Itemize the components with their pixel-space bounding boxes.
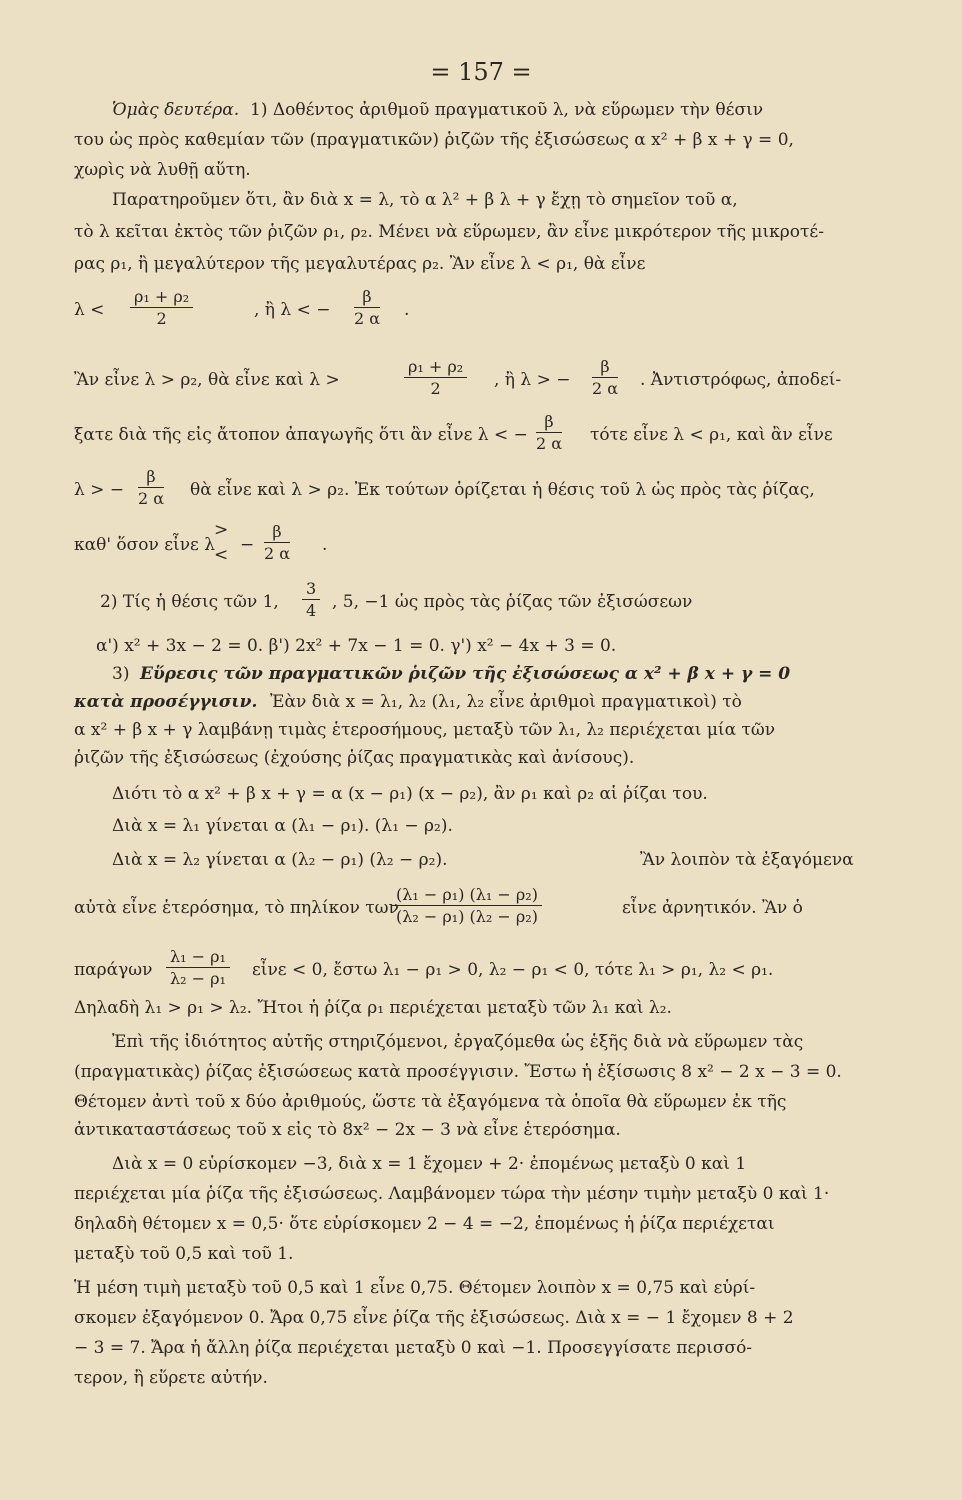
fraction-numerator: β: [138, 467, 164, 488]
text-line: Διότι τὸ α x² + β x + γ = α (x − ρ₁) (x − ρ₂), ἂν ρ₁ καὶ ρ₂ αἱ ῥίζαι του.: [112, 784, 708, 804]
fraction-denominator: 2: [156, 309, 167, 328]
fraction-denominator: 2 α: [354, 309, 381, 328]
equations-line: α') x² + 3x − 2 = 0. β') 2x² + 7x − 1 = 0. γ') x² − 4x + 3 = 0.: [96, 636, 617, 656]
text-line: α x² + β x + γ λαμβάνῃ τιμὰς ἑτεροσήμους, μεταξὺ τῶν λ₁, λ₂ περιέχεται μία τῶν: [74, 720, 776, 740]
fraction-denominator: λ₂ − ρ₁: [170, 969, 226, 988]
math-text: . Ἀντιστρόφως, ἀποδεί-: [640, 370, 842, 390]
section-heading: Εὕρεσις τῶν πραγματικῶν ῥιζῶν τῆς ἐξισώσεως α x² + β x + γ = 0: [140, 664, 791, 684]
less-than-sign: <: [214, 545, 229, 565]
text-line: ἀντικαταστάσεως τοῦ x εἰς τὸ 8x² − 2x − 3 νὰ εἶνε ἑτερόσημα.: [74, 1120, 621, 1140]
fraction-numerator: β: [264, 522, 290, 543]
fraction-denominator: 2 α: [536, 434, 563, 453]
text-line: Διὰ x = λ₂ γίνεται α (λ₂ − ρ₁) (λ₂ − ρ₂).: [112, 850, 448, 870]
math-text: , ἢ λ < −: [254, 300, 331, 320]
exercise-line: 2) Τίς ἡ θέσις τῶν 1,: [100, 592, 279, 612]
fraction-numerator: λ₁ − ρ₁: [166, 947, 230, 968]
text-line: δηλαδὴ θέτομεν x = 0,5· ὅτε εὑρίσκομεν 2 − 4 = −2, ἐπομένως ἡ ῥίζα περιέχεται: [74, 1214, 775, 1234]
math-text: τότε εἶνε λ < ρ₁, καὶ ἂν εἶνε: [590, 425, 833, 445]
fraction: [302, 579, 320, 620]
math-text: λ <: [74, 300, 105, 320]
fraction-denominator: 4: [306, 601, 317, 620]
text-line: Δηλαδὴ λ₁ > ρ₁ > λ₂. Ἤτοι ἡ ῥίζα ρ₁ περιέχεται μεταξὺ τῶν λ₁ καὶ λ₂.: [74, 998, 672, 1018]
text-line: ῥιζῶν τῆς ἐξισώσεως (ἐχούσης ῥίζας πραγματικὰς καὶ ἀνίσους).: [74, 748, 635, 768]
text-line: περιέχεται μία ῥίζα τῆς ἐξισώσεως. Λαμβάνομεν τώρα τὴν μέσην τιμὴν μεταξὺ 0 καὶ 1·: [74, 1184, 830, 1204]
math-text: καθ' ὅσον εἶνε λ: [74, 535, 216, 555]
fraction: [404, 357, 467, 398]
exercise-number: 3): [112, 664, 130, 684]
fraction: [264, 522, 290, 563]
fraction: [536, 412, 562, 453]
text-line: του ὡς πρὸς καθεμίαν τῶν (πραγματικῶν) ῥιζῶν τῆς ἐξισώσεως α x² + β x + γ = 0,: [74, 130, 794, 150]
fraction-denominator: (λ₂ − ρ₁) (λ₂ − ρ₂): [396, 907, 538, 926]
text-line: Ἂν λοιπὸν τὰ ἐξαγόμενα: [640, 850, 854, 870]
text-line: Διὰ x = 0 εὑρίσκομεν −3, διὰ x = 1 ἔχομεν + 2· ἐπομένως μεταξὺ 0 καὶ 1: [112, 1154, 747, 1174]
fraction-denominator: 2 α: [138, 489, 165, 508]
fraction-numerator: (λ₁ − ρ₁) (λ₁ − ρ₂): [392, 885, 542, 906]
section-heading: Ὁμὰς δευτέρα.: [112, 100, 240, 120]
fraction: [166, 947, 230, 988]
math-text: λ > −: [74, 480, 125, 500]
text-line: Ἐπὶ τῆς ἰδιότητος αὐτῆς στηριζόμενοι, ἐργαζόμεθα ὡς ἑξῆς διὰ νὰ εὕρωμεν τὰς: [112, 1032, 804, 1052]
fraction-numerator: ρ₁ + ρ₂: [404, 357, 467, 378]
text-line: ρας ρ₁, ἢ μεγαλύτερον τῆς μεγαλυτέρας ρ₂. Ἂν εἶνε λ < ρ₁, θὰ εἶνε: [74, 254, 646, 274]
text-line: τὸ λ κεῖται ἐκτὸς τῶν ῥιζῶν ρ₁, ρ₂. Μένει νὰ εὕρωμεν, ἂν εἶνε μικρότερον τῆς μικροτέ-: [74, 222, 824, 242]
fraction-denominator: 2 α: [592, 379, 619, 398]
text-line: Παρατηροῦμεν ὅτι, ἂν διὰ x = λ, τὸ α λ² + β λ + γ ἔχῃ τὸ σημεῖον τοῦ α,: [112, 190, 738, 210]
math-text: , ἢ λ > −: [494, 370, 571, 390]
fraction: [354, 287, 380, 328]
text-line: Ἡ μέση τιμὴ μεταξὺ τοῦ 0,5 καὶ 1 εἶνε 0,75. Θέτομεν λοιπὸν x = 0,75 καὶ εὑρί-: [74, 1278, 756, 1298]
math-text: ξατε διὰ τῆς εἰς ἄτοπον ἀπαγωγῆς ὅτι ἂν εἶνε λ < −: [74, 425, 528, 445]
fraction-numerator: β: [536, 412, 562, 433]
text-line: χωρὶς νὰ λυθῇ αὕτη.: [74, 160, 251, 180]
fraction: [392, 885, 542, 926]
math-text: παράγων: [74, 960, 153, 980]
exercise-line: , 5, −1 ὡς πρὸς τὰς ῥίζας τῶν ἐξισώσεων: [332, 592, 693, 612]
math-text: αὐτὰ εἶνε ἑτερόσημα, τὸ πηλίκον των: [74, 898, 399, 918]
fraction-numerator: β: [592, 357, 618, 378]
text-line: Διὰ x = λ₁ γίνεται α (λ₁ − ρ₁). (λ₁ − ρ₂).: [112, 816, 453, 836]
fraction-denominator: 2 α: [264, 544, 291, 563]
text-line: τερον, ἢ εὕρετε αὐτήν.: [74, 1368, 268, 1388]
math-text: εἶνε ἀρνητικόν. Ἂν ὁ: [622, 898, 803, 918]
fraction-numerator: ρ₁ + ρ₂: [130, 287, 193, 308]
section-heading: κατὰ προσέγγισιν.: [74, 692, 258, 712]
fraction: [138, 467, 164, 508]
greater-than-sign: >: [214, 520, 229, 540]
math-text: θὰ εἶνε καὶ λ > ρ₂. Ἐκ τούτων ὁρίζεται ἡ θέσις τοῦ λ ὡς πρὸς τὰς ῥίζας,: [190, 480, 815, 500]
page-number: = 157 =: [430, 58, 532, 86]
text-line: Ἐὰν διὰ x = λ₁, λ₂ (λ₁, λ₂ εἶνε ἀριθμοὶ πραγματικοὶ) τὸ: [270, 692, 742, 712]
math-text: .: [404, 300, 410, 320]
text-line: − 3 = 7. Ἄρα ἡ ἄλλη ῥίζα περιέχεται μεταξὺ 0 καὶ −1. Προσεγγίσατε περισσό-: [74, 1338, 753, 1358]
text-line: 1) Δοθέντος ἀριθμοῦ πραγματικοῦ λ, νὰ εὕρωμεν τὴν θέσιν: [250, 100, 764, 120]
text-line: (πραγματικὰς) ῥίζας ἐξισώσεως κατὰ προσέγγισιν. Ἔστω ἡ ἐξίσωσις 8 x² − 2 x − 3 = 0.: [74, 1062, 842, 1082]
fraction-numerator: 3: [302, 579, 320, 600]
math-text: Ἂν εἶνε λ > ρ₂, θὰ εἶνε καὶ λ >: [74, 370, 340, 390]
text-line: μεταξὺ τοῦ 0,5 καὶ τοῦ 1.: [74, 1244, 294, 1264]
math-text: εἶνε < 0, ἔστω λ₁ − ρ₁ > 0, λ₂ − ρ₁ < 0, τότε λ₁ > ρ₁, λ₂ < ρ₁.: [252, 960, 774, 980]
text-line: Θέτομεν ἀντὶ τοῦ x δύο ἀριθμούς, ὥστε τὰ ἐξαγόμενα τὰ ὁποῖα θὰ εὕρωμεν ἐκ τῆς: [74, 1092, 787, 1112]
math-text: .: [322, 535, 328, 555]
fraction: [592, 357, 618, 398]
text-line: σκομεν ἐξαγόμενον 0. Ἄρα 0,75 εἶνε ῥίζα τῆς ἐξισώσεως. Διὰ x = − 1 ἔχομεν 8 + 2: [74, 1308, 794, 1328]
math-text: −: [240, 535, 255, 555]
fraction-denominator: 2: [430, 379, 441, 398]
fraction: [130, 287, 193, 328]
fraction-numerator: β: [354, 287, 380, 308]
